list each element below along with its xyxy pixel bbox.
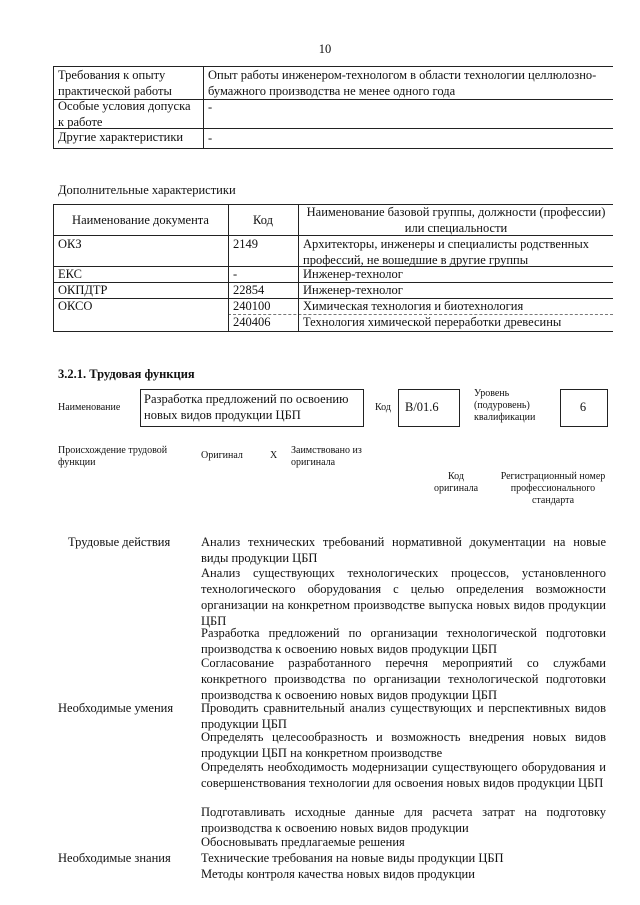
borrowed-label: Заимствовано из оригинала [291, 445, 362, 468]
table-row-name: Инженер-технолог [303, 283, 403, 297]
col-header-name: Наименование базовой группы, должности (профессии) или специальности [306, 205, 606, 235]
function-heading: 3.2.1. Трудовая функция [58, 367, 195, 381]
section-label-skills: Необходимые умения [58, 701, 174, 715]
list-item: Анализ существующих технологических процессов, установленного технологического оборудования с целью определения возможности организации на конкретном производстве выпуска новых видов продукции ЦБП [201, 566, 606, 628]
table-row-code: 240100 [233, 299, 271, 313]
origin-label: Происхождение трудовой функции [58, 445, 168, 468]
table-row-code: 240406 [233, 315, 271, 329]
list-item: Технические требования на новые виды продукции ЦБП [201, 851, 504, 865]
table-row-doc: ЕКС [58, 267, 82, 281]
req-label-other: Другие характеристики [58, 130, 184, 144]
orig-code-label: Код оригинала [433, 471, 479, 494]
function-name-label: Наименование [58, 402, 121, 413]
function-name-value: Разработка предложений по освоению новых видов продукции ЦБП [144, 392, 349, 422]
list-item: Подготавливать исходные данные для расчета затрат на подготовку производства к освоению новых видов продукции [201, 805, 606, 835]
table-row-code: 22854 [233, 283, 265, 297]
reg-number-label: Регистрационный номер профессионального стандарта [500, 471, 606, 506]
page-number: 10 [318, 42, 332, 56]
additional-title: Дополнительные характеристики [58, 183, 236, 197]
section-label-knowledge: Необходимые знания [58, 851, 171, 865]
req-value-other: - [208, 131, 213, 145]
section-label-actions: Трудовые действия [68, 535, 171, 549]
list-item: Методы контроля качества новых видов продукции [201, 867, 475, 881]
table-row-name: Химическая технология и биотехнология [303, 299, 524, 313]
table-row-name: Инженер-технолог [303, 267, 403, 281]
req-value-experience: Опыт работы инженером-технологом в области технологии целлюлозно-бумажного производства не менее одного года [208, 68, 597, 98]
col-header-document: Наименование документа [72, 213, 209, 227]
table-row-doc: ОКПДТР [58, 283, 108, 297]
list-item: Анализ технических требований нормативной документации на новые виды продукции ЦБП [201, 535, 606, 565]
level-value: 6 [579, 400, 587, 414]
table-row-code: - [233, 267, 238, 281]
list-item: Определять целесообразность и возможность внедрения новых видов продукции ЦБП на конкретном производстве [201, 730, 606, 760]
list-item: Обосновывать предлагаемые решения [201, 835, 405, 849]
original-mark: X [270, 450, 278, 461]
table-row-name: Технология химической переработки древесины [303, 315, 562, 329]
code-label: Код [375, 402, 391, 413]
req-label-admission: Особые условия допуска к работе [58, 99, 191, 129]
original-label: Оригинал [201, 450, 243, 461]
list-item: Определять необходимость модернизации существующего оборудования и совершенствования технологии для освоения новых видов продукции ЦБП [201, 760, 606, 790]
req-label-experience: Требования к опыту практической работы [58, 68, 172, 98]
list-item: Разработка предложений по организации технологической подготовки производства к освоению новых видов продукции ЦБП [201, 626, 606, 656]
col-header-code: Код [253, 213, 273, 227]
req-value-admission: - [208, 100, 213, 114]
list-item: Согласование разработанного перечня мероприятий со службами конкретного производства по организации технологической подготовки производства к освоению новых видов продукции ЦБП [201, 656, 606, 702]
list-item: Проводить сравнительный анализ существующих и перспективных видов продукции ЦБП [201, 701, 606, 731]
table-row-name: Архитекторы, инженеры и специалисты родственных профессий, не вошедшие в другие группы [303, 237, 590, 267]
table-row-doc: ОКЗ [58, 237, 82, 251]
table-row-code: 2149 [233, 237, 258, 251]
level-label: Уровень (подуровень) квалификации [474, 388, 536, 423]
table-row-doc: ОКСО [58, 299, 93, 313]
code-value: B/01.6 [405, 400, 439, 414]
